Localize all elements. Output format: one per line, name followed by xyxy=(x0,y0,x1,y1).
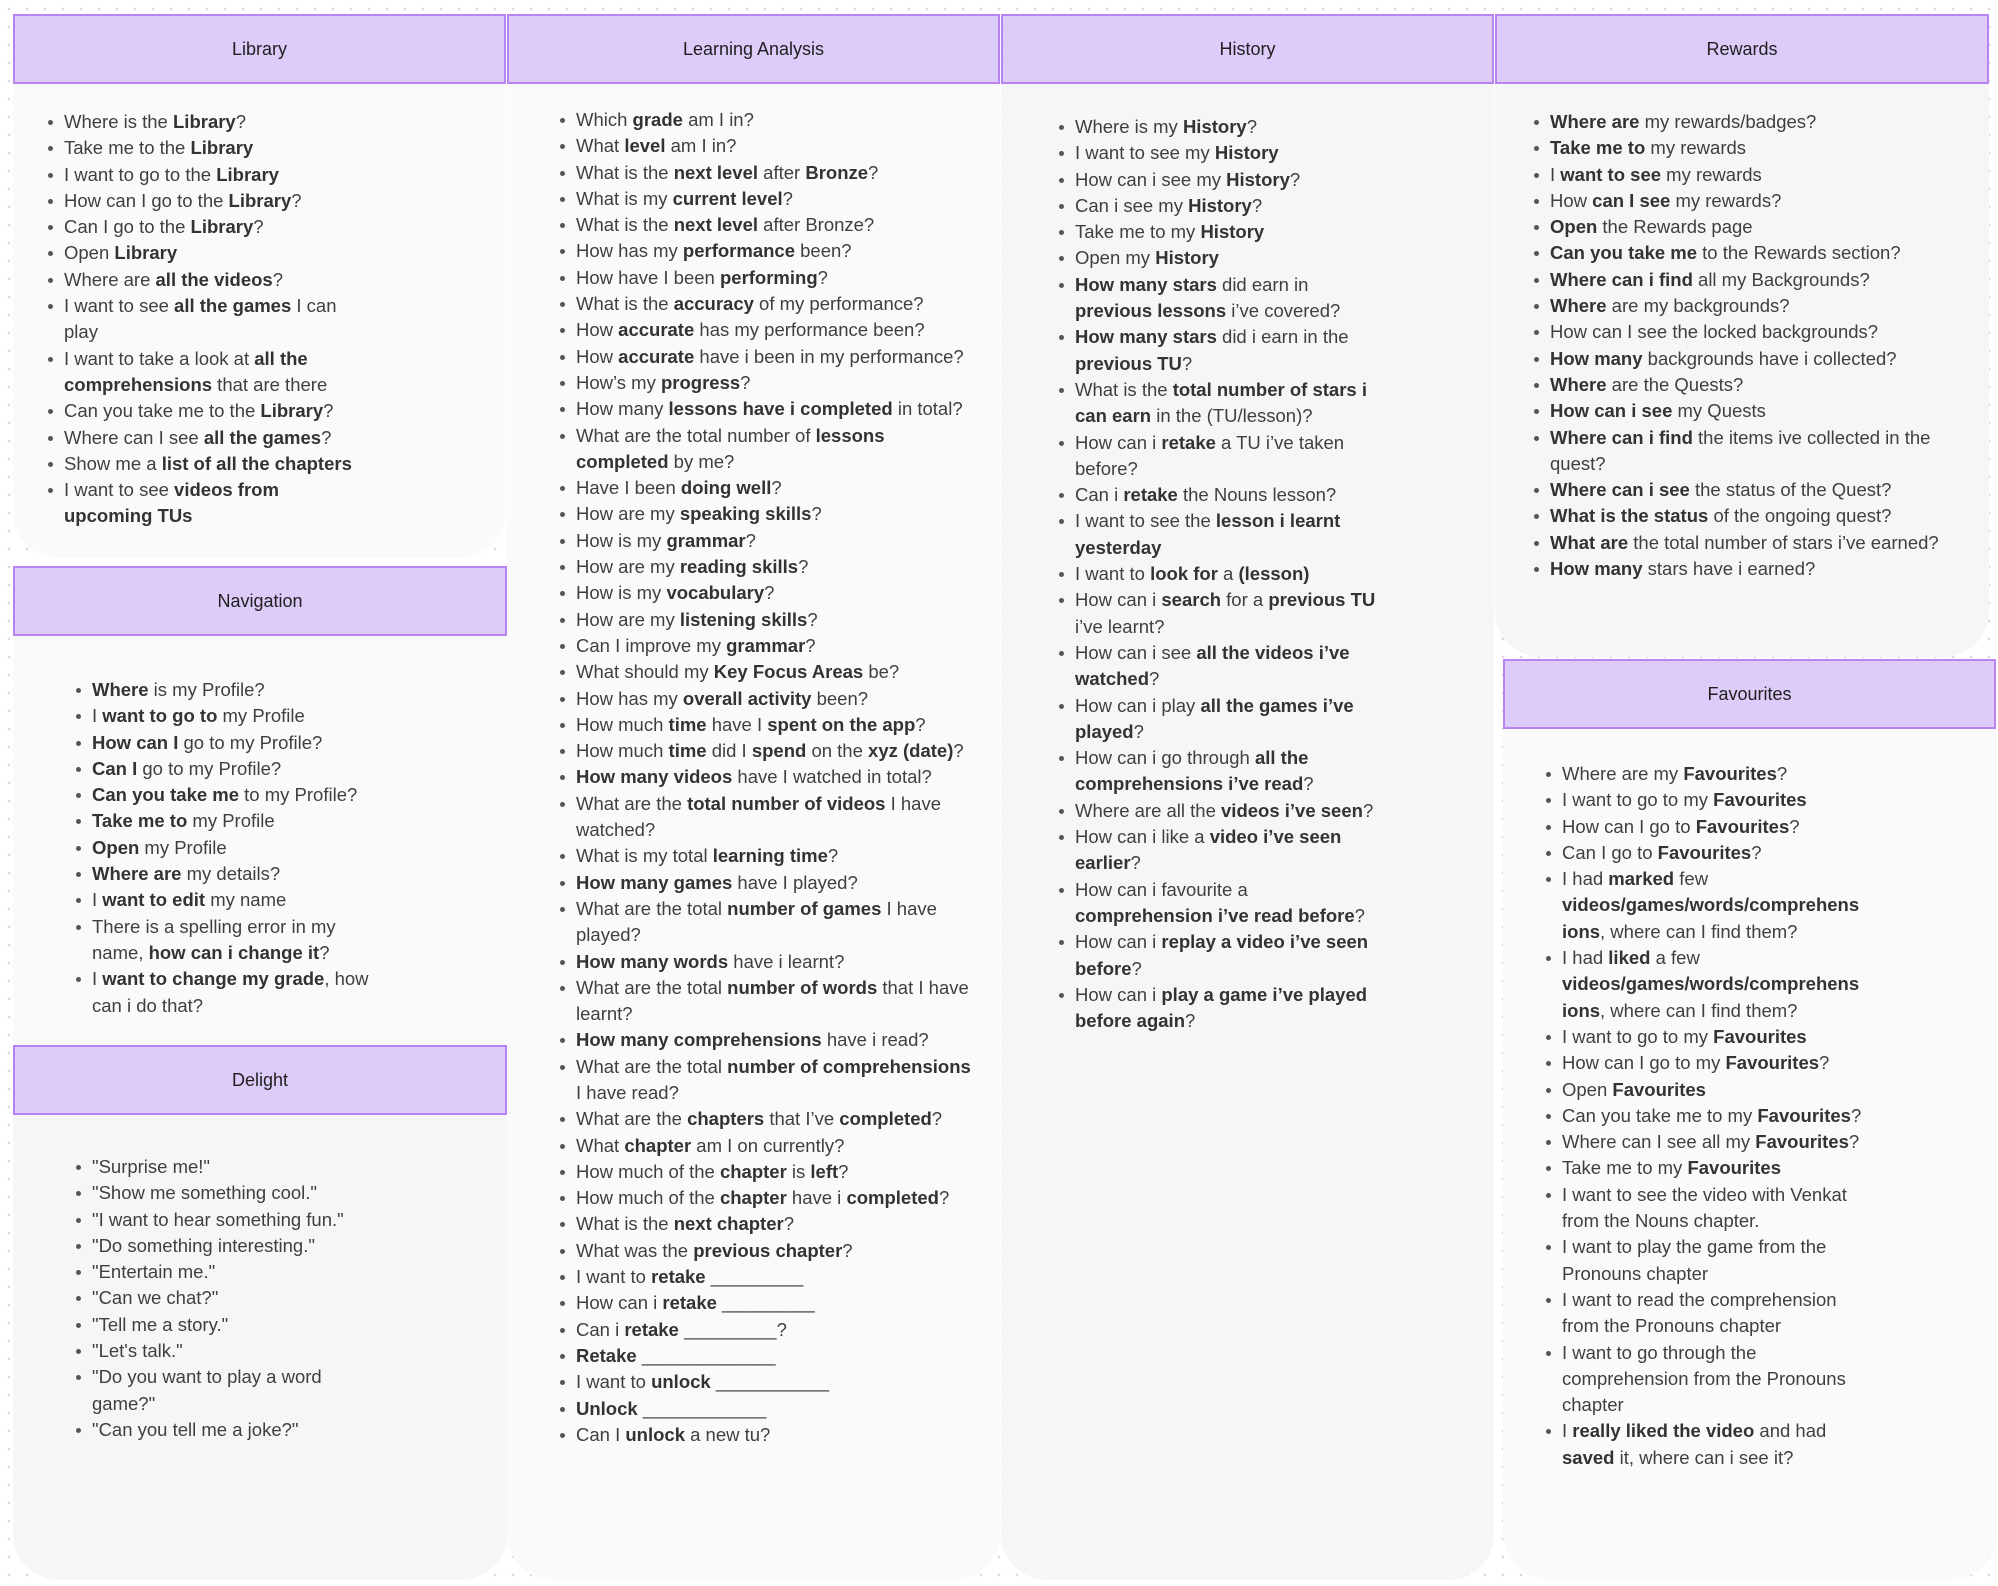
list-item: What are the total number of stars i’ve earned? xyxy=(1550,530,1960,556)
list-item: I want to read the comprehension from the Pronouns chapter xyxy=(1562,1287,1862,1340)
list-item: How can i search for a previous TU i’ve learnt? xyxy=(1075,587,1380,640)
list-item: How are my speaking skills? xyxy=(576,501,971,527)
list-item: Can you take me to my Profile? xyxy=(92,782,377,808)
list-item: I want to take a look at all the comprehensions that are there xyxy=(64,346,354,399)
list-item: Unlock ____________ xyxy=(576,1396,971,1422)
learning-analysis-section xyxy=(507,14,1000,1580)
list-item: How can i replay a video i’ve seen before? xyxy=(1075,929,1380,982)
list-item: How many stars have i earned? xyxy=(1550,556,1960,582)
list-item: I want to retake _________ xyxy=(576,1264,971,1290)
list-item: Take me to my rewards xyxy=(1550,135,1960,161)
navigation-section xyxy=(13,566,507,1046)
history-list xyxy=(1075,114,1380,1034)
list-item: How can I see my rewards? xyxy=(1550,188,1960,214)
list-item: Open my Profile xyxy=(92,835,377,861)
favourites-list xyxy=(1562,761,1862,1471)
list-item: Which grade am I in? xyxy=(576,107,971,133)
list-item: What is my current level? xyxy=(576,186,971,212)
list-item: Where are the Quests? xyxy=(1550,372,1960,398)
list-item: How many words have i learnt? xyxy=(576,949,971,975)
list-item: Where can I see all the games? xyxy=(64,425,354,451)
list-item: Open Favourites xyxy=(1562,1077,1862,1103)
list-item: What is the total number of stars i can earn in the (TU/lesson)? xyxy=(1075,377,1380,430)
list-item: I want to see my rewards xyxy=(1550,162,1960,188)
rewards-header: Rewards xyxy=(1495,14,1989,84)
list-item: How accurate have i been in my performance? xyxy=(576,344,971,370)
list-item: Can I go to the Library? xyxy=(64,214,354,240)
list-item: Where are my rewards/badges? xyxy=(1550,109,1960,135)
list-item: How many stars did i earn in the previous TU? xyxy=(1075,324,1380,377)
navigation-list xyxy=(92,677,377,1019)
list-item: How can i see all the videos i’ve watched? xyxy=(1075,640,1380,693)
list-item: How’s my progress? xyxy=(576,370,971,396)
list-item: What is the next level after Bronze? xyxy=(576,160,971,186)
history-header: History xyxy=(1001,14,1494,84)
list-item: How are my reading skills? xyxy=(576,554,971,580)
list-item: Can I go to Favourites? xyxy=(1562,840,1862,866)
delight-section xyxy=(13,1045,507,1580)
list-item: What chapter am I on currently? xyxy=(576,1133,971,1159)
list-item: How can i play all the games i’ve played? xyxy=(1075,693,1380,746)
list-item: Can I go to my Profile? xyxy=(92,756,377,782)
list-item: Where are my details? xyxy=(92,861,377,887)
list-item: How is my grammar? xyxy=(576,528,971,554)
list-item: What are the total number of comprehensions I have read? xyxy=(576,1054,971,1107)
list-item: Take me to my Profile xyxy=(92,808,377,834)
list-item: How much of the chapter is left? xyxy=(576,1159,971,1185)
list-item: I want to see my History xyxy=(1075,140,1380,166)
list-item: "Tell me a story." xyxy=(92,1312,377,1338)
list-item: How are my listening skills? xyxy=(576,607,971,633)
list-item: "Do you want to play a word game?" xyxy=(92,1364,377,1417)
favourites-header: Favourites xyxy=(1503,659,1996,729)
list-item: Where are all the videos i’ve seen? xyxy=(1075,798,1380,824)
list-item: I want to go to the Library xyxy=(64,162,354,188)
list-item: What is the next level after Bronze? xyxy=(576,212,971,238)
list-item: I want to go through the comprehension from the Pronouns chapter xyxy=(1562,1340,1862,1419)
list-item: Show me a list of all the chapters xyxy=(64,451,354,477)
list-item: I want to edit my name xyxy=(92,887,377,913)
delight-header: Delight xyxy=(13,1045,507,1115)
list-item: How can I see the locked backgrounds? xyxy=(1550,319,1960,345)
list-item: Where can i find all my Backgrounds? xyxy=(1550,267,1960,293)
list-item: How can i like a video i’ve seen earlier? xyxy=(1075,824,1380,877)
list-item: I want to go to my Profile xyxy=(92,703,377,729)
list-item: How accurate has my performance been? xyxy=(576,317,971,343)
list-item: Can i see my History? xyxy=(1075,193,1380,219)
list-item: How many lessons have i completed in total? xyxy=(576,396,971,422)
list-item: How can i go through all the comprehensions i’ve read? xyxy=(1075,745,1380,798)
list-item: What are the total number of videos I have watched? xyxy=(576,791,971,844)
list-item: How many backgrounds have i collected? xyxy=(1550,346,1960,372)
list-item: Retake _____________ xyxy=(576,1343,971,1369)
list-item: "I want to hear something fun." xyxy=(92,1207,377,1233)
list-item: Take me to the Library xyxy=(64,135,354,161)
list-item: Can you take me to the Rewards section? xyxy=(1550,240,1960,266)
list-item: Where are all the videos? xyxy=(64,267,354,293)
list-item: Where can i find the items ive collected in the quest? xyxy=(1550,425,1960,478)
list-item: How can i retake _________ xyxy=(576,1290,971,1316)
list-item: "Can we chat?" xyxy=(92,1285,377,1311)
list-item: How much time did I spend on the xyz (date)? xyxy=(576,738,971,764)
list-item: How can I go to my Profile? xyxy=(92,730,377,756)
list-item: What are the total number of words that I have learnt? xyxy=(576,975,971,1028)
list-item: Can i retake the Nouns lesson? xyxy=(1075,482,1380,508)
list-item: "Entertain me." xyxy=(92,1259,377,1285)
list-item: Where are my backgrounds? xyxy=(1550,293,1960,319)
list-item: How have I been performing? xyxy=(576,265,971,291)
list-item: What is my total learning time? xyxy=(576,843,971,869)
favourites-section xyxy=(1503,659,1996,1580)
list-item: I want to change my grade, how can i do that? xyxy=(92,966,377,1019)
list-item: How can i play a game i’ve played before again? xyxy=(1075,982,1380,1035)
list-item: Where can i see the status of the Quest? xyxy=(1550,477,1960,503)
list-item: I want to see videos from upcoming TUs xyxy=(64,477,354,530)
list-item: Open the Rewards page xyxy=(1550,214,1960,240)
list-item: I really liked the video and had saved it, where can i see it? xyxy=(1562,1418,1862,1471)
list-item: Can I unlock a new tu? xyxy=(576,1422,971,1448)
list-item: How can i see my History? xyxy=(1075,167,1380,193)
list-item: "Can you tell me a joke?" xyxy=(92,1417,377,1443)
list-item: What should my Key Focus Areas be? xyxy=(576,659,971,685)
rewards-section xyxy=(1495,14,1989,657)
learning-analysis-list xyxy=(576,107,971,1448)
list-item: Where is the Library? xyxy=(64,109,354,135)
list-item: How much time have I spent on the app? xyxy=(576,712,971,738)
list-item: How has my performance been? xyxy=(576,238,971,264)
library-list xyxy=(64,109,354,530)
list-item: What was the previous chapter? xyxy=(576,1238,971,1264)
list-item: How can I go to Favourites? xyxy=(1562,814,1862,840)
list-item: Where is my Profile? xyxy=(92,677,377,703)
list-item: What is the status of the ongoing quest? xyxy=(1550,503,1960,529)
list-item: What are the total number of lessons completed by me? xyxy=(576,423,971,476)
list-item: I want to look for a (lesson) xyxy=(1075,561,1380,587)
list-item: What level am I in? xyxy=(576,133,971,159)
list-item: How can i favourite a comprehension i’ve read before? xyxy=(1075,877,1380,930)
list-item: I had liked a few videos/games/words/comprehens ions, where can I find them? xyxy=(1562,945,1862,1024)
list-item: Take me to my History xyxy=(1075,219,1380,245)
list-item: What is the next chapter? xyxy=(576,1211,971,1237)
list-item: Where is my History? xyxy=(1075,114,1380,140)
list-item: How much of the chapter have i completed? xyxy=(576,1185,971,1211)
history-section xyxy=(1001,14,1494,1580)
list-item: I want to unlock ___________ xyxy=(576,1369,971,1395)
list-item: Take me to my Favourites xyxy=(1562,1155,1862,1181)
list-item: I want to see the lesson i learnt yesterday xyxy=(1075,508,1380,561)
list-item: I want to play the game from the Pronouns chapter xyxy=(1562,1234,1862,1287)
list-item: What are the total number of games I have played? xyxy=(576,896,971,949)
learning-analysis-header: Learning Analysis xyxy=(507,14,1000,84)
list-item: Can you take me to the Library? xyxy=(64,398,354,424)
library-header: Library xyxy=(13,14,506,84)
list-item: I had marked few videos/games/words/comprehens ions, where can I find them? xyxy=(1562,866,1862,945)
list-item: Have I been doing well? xyxy=(576,475,971,501)
list-item: What is the accuracy of my performance? xyxy=(576,291,971,317)
list-item: How many stars did earn in previous lessons i’ve covered? xyxy=(1075,272,1380,325)
list-item: "Surprise me!" xyxy=(92,1154,377,1180)
list-item: How is my vocabulary? xyxy=(576,580,971,606)
list-item: How can i retake a TU i’ve taken before? xyxy=(1075,430,1380,483)
list-item: Can i retake _________? xyxy=(576,1317,971,1343)
list-item: There is a spelling error in my name, how can i change it? xyxy=(92,914,377,967)
list-item: "Let's talk." xyxy=(92,1338,377,1364)
list-item: Where can I see all my Favourites? xyxy=(1562,1129,1862,1155)
list-item: How many games have I played? xyxy=(576,870,971,896)
list-item: Can you take me to my Favourites? xyxy=(1562,1103,1862,1129)
list-item: Where are my Favourites? xyxy=(1562,761,1862,787)
list-item: How many comprehensions have i read? xyxy=(576,1027,971,1053)
list-item: "Do something interesting." xyxy=(92,1233,377,1259)
list-item: How many videos have I watched in total? xyxy=(576,764,971,790)
navigation-header: Navigation xyxy=(13,566,507,636)
list-item: Can I improve my grammar? xyxy=(576,633,971,659)
list-item: I want to see all the games I can play xyxy=(64,293,354,346)
list-item: I want to go to my Favourites xyxy=(1562,787,1862,813)
delight-list xyxy=(92,1154,377,1443)
library-section xyxy=(13,14,506,558)
list-item: I want to see the video with Venkat from the Nouns chapter. xyxy=(1562,1182,1862,1235)
list-item: I want to go to my Favourites xyxy=(1562,1024,1862,1050)
list-item: How can I go to the Library? xyxy=(64,188,354,214)
list-item: "Show me something cool." xyxy=(92,1180,377,1206)
list-item: What are the chapters that I’ve completed? xyxy=(576,1106,971,1132)
list-item: How can i see my Quests xyxy=(1550,398,1960,424)
rewards-list xyxy=(1550,109,1960,582)
list-item: Open my History xyxy=(1075,245,1380,271)
list-item: How has my overall activity been? xyxy=(576,686,971,712)
list-item: How can I go to my Favourites? xyxy=(1562,1050,1862,1076)
list-item: Open Library xyxy=(64,240,354,266)
